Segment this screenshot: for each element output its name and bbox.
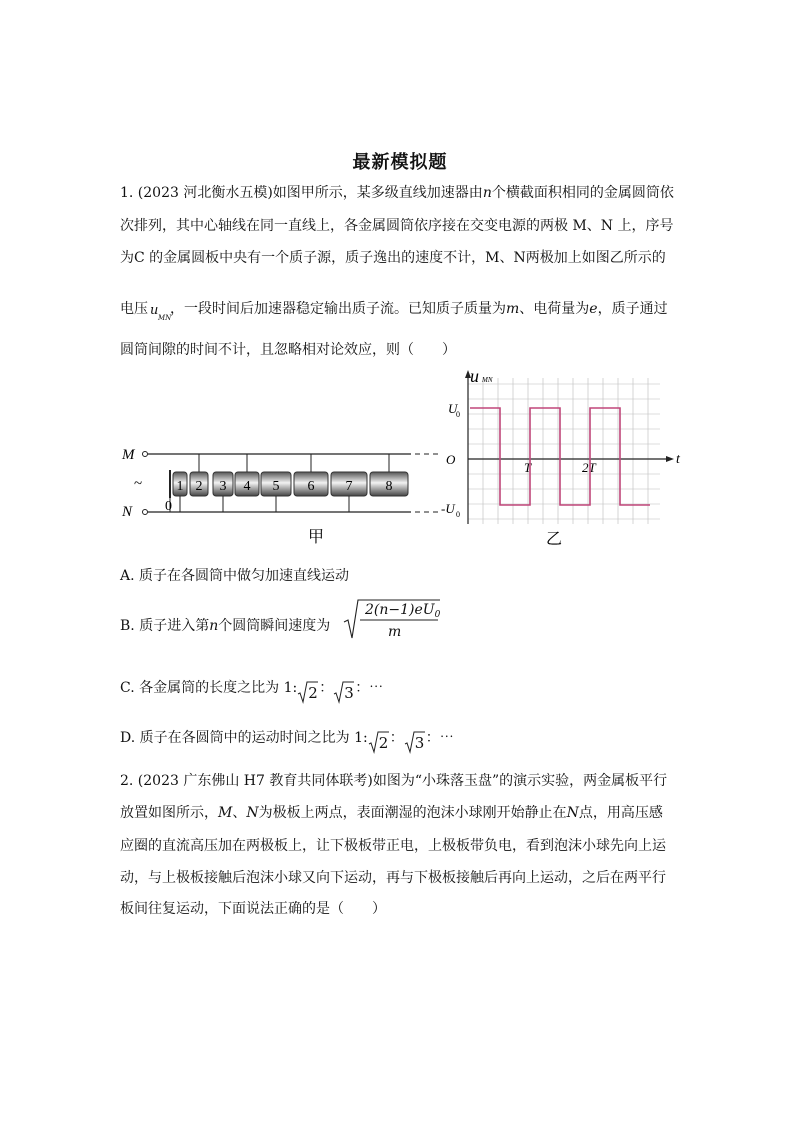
- chart-grid: [468, 378, 660, 524]
- U0-subscript: 0: [456, 410, 460, 419]
- q1-line4: [120, 299, 700, 322]
- q2-line4: 动，与上极板接触后泡沫小球又向下运动，再与下极板接触后再向上运动，之后在两平行: [120, 870, 666, 886]
- option-B-denominator: m: [388, 624, 402, 640]
- q2-line5: 板间往复运动，下面说法正确的是（ ）: [120, 901, 386, 917]
- tube-label-6: 6: [307, 479, 315, 494]
- tube-group: [173, 454, 408, 512]
- origin-label: O: [446, 452, 456, 467]
- q2-line2-text-b: 、: [232, 805, 247, 821]
- option-B: [120, 604, 700, 644]
- terminal-N: [143, 510, 148, 515]
- q2-line2: [120, 803, 700, 823]
- option-C-prefix: C. 各金属筒的长度之比为 1:: [120, 680, 298, 696]
- q1-line4-text-d: ，质子通过: [597, 301, 668, 317]
- q2-line2-text-c: 为极板上两点，表面潮湿的泡沫小球刚开始静止在: [258, 805, 567, 821]
- tube-label-4: 4: [243, 479, 251, 494]
- q2-line2-text-d: 点，用高压感: [578, 805, 663, 821]
- tube-label-3: 3: [219, 479, 227, 494]
- option-B-n: n: [209, 618, 219, 634]
- option-D-sep1: ：: [389, 730, 404, 746]
- q2-line3: 应圈的直流高压加在两极板上，让下极板带正电，上极板带负电，看到泡沫小球先向上运: [120, 838, 666, 854]
- tube-label-7: 7: [345, 479, 353, 494]
- y-axis-label: u: [470, 366, 479, 386]
- label-zero: 0: [165, 499, 172, 514]
- q1-line3: 为C 的金属圆板中央有一个质子源，质子逸出的速度不计，M、N两极加上如图乙所示的: [120, 250, 666, 266]
- y-axis-subscript: MN: [482, 376, 493, 384]
- tube-label-1: 1: [176, 479, 184, 494]
- q2-line2-text-a: 放置如图所示，: [120, 805, 218, 821]
- tube-label-8: 8: [385, 479, 393, 494]
- q1-uMN-subscript: MN: [158, 314, 172, 322]
- q1-line2: 次排列，其中心轴线在同一直线上，各金属圆筒依序接在交变电源的两极 M、N 上，序号: [120, 218, 674, 234]
- q2-N-symbol-2: N: [566, 805, 579, 821]
- q1-line1-text-b: 个横截面积相同的金属圆筒依: [491, 185, 674, 201]
- q1-line4-text-b: ，一段时间后加速器稳定输出质子流。已知质子质量为: [170, 301, 506, 317]
- label-N: N: [122, 504, 133, 520]
- q1-uMN-symbol: u: [150, 303, 159, 318]
- x-axis-label: t: [676, 452, 680, 467]
- q1-line5: 圆筒间隙的时间不计，且忽略相对论效应，则（ ）: [120, 342, 456, 358]
- option-C: C. 各金属筒的长度之比为 1: 2 ： 3 ：⋯: [120, 680, 384, 702]
- label-tilde: ~: [134, 476, 143, 492]
- q2-M-symbol: M: [218, 805, 233, 821]
- option-D-prefix: D. 质子在各圆筒中的运动时间之比为 1:: [120, 730, 368, 746]
- q1-line1-text-a: 1. (2023 河北衡水五模)如图甲所示，某多级直线加速器由: [120, 185, 483, 201]
- q1-line4-text-c: 、电荷量为: [519, 301, 590, 317]
- caption-yi: 乙: [546, 531, 563, 548]
- q1-e-symbol: e: [589, 301, 598, 317]
- option-C-sep1: ：: [319, 680, 334, 696]
- T-label: T: [524, 460, 532, 475]
- U0-label: U: [448, 401, 458, 416]
- square-waveform: [470, 408, 650, 505]
- q1-line1: [120, 183, 700, 203]
- q1-line4-text-a: 电压: [120, 301, 148, 317]
- figure-jia: [118, 440, 438, 550]
- x-axis-arrow: [666, 456, 674, 462]
- negU0-label: -U: [441, 501, 455, 516]
- option-B-prefix: B. 质子进入第: [120, 618, 210, 634]
- figure-yi: [440, 364, 690, 564]
- option-C-sep2: ：⋯: [355, 680, 384, 696]
- terminal-M: [143, 452, 148, 457]
- caption-jia: 甲: [308, 529, 325, 546]
- 2T-label: 2T: [582, 460, 596, 475]
- page-title: 最新模拟题: [352, 152, 448, 173]
- q1-n-symbol: n: [482, 185, 492, 201]
- option-D-sep2: ：⋯: [425, 730, 454, 746]
- option-B-numerator: $2(n-1)eU_0$: [365, 602, 441, 620]
- option-A: A. 质子在各圆筒中做匀加速直线运动: [120, 568, 350, 584]
- q1-m-symbol: m: [506, 301, 520, 317]
- negU0-subscript: 0: [456, 510, 460, 519]
- q2-line1: 2. (2023 广东佛山 H7 教育共同体联考)如图为“小珠落玉盘”的演示实验，两金属板平行: [120, 773, 668, 789]
- q2-N-symbol: N: [246, 805, 259, 821]
- option-D: D. 质子在各圆筒中的运动时间之比为 1: 2 ： 3 ：⋯: [120, 730, 454, 752]
- tube-label-5: 5: [272, 479, 280, 494]
- tube-label-2: 2: [195, 479, 203, 494]
- option-B-mid: 个圆筒瞬间速度为: [218, 618, 331, 634]
- label-M: M: [122, 447, 135, 463]
